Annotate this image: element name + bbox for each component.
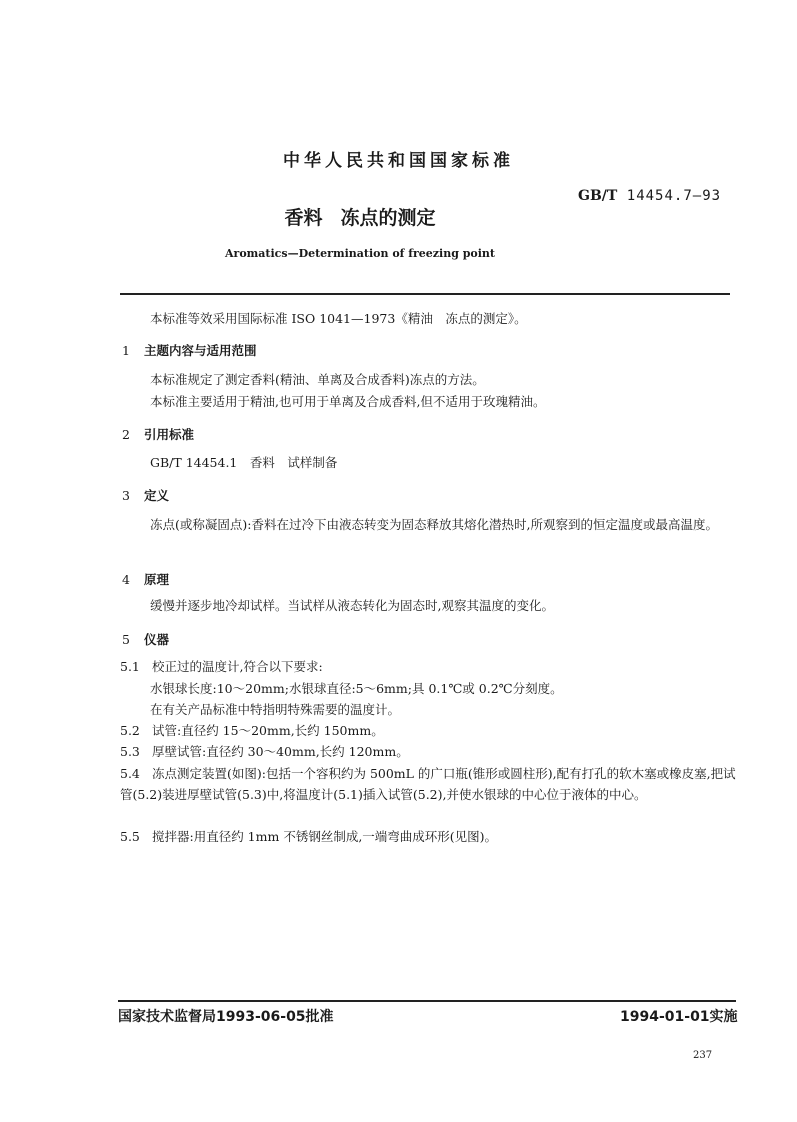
item-5-3-number: 5.3 bbox=[120, 744, 140, 759]
item-5-1-requirement: 水银球长度:10～20mm;水银球直径:5～6mm;具 0.1℃或 0.2℃分刻度。 bbox=[150, 681, 563, 696]
item-5-1-text: 校正过的温度计,符合以下要求: bbox=[152, 659, 323, 674]
section-5-heading bbox=[122, 630, 169, 648]
section-3-definition: 冻点(或称凝固点):香料在过冷下由液态转变为固态释放其熔化潜热时,所观察到的恒定温度或最高温度。 bbox=[150, 517, 718, 532]
footer-rule bbox=[118, 1000, 736, 1002]
section-1-heading bbox=[122, 341, 257, 359]
section-1-para-2: 本标准主要适用于精油,也可用于单离及合成香料,但不适用于玫瑰精油。 bbox=[150, 394, 546, 409]
section-1-number: 1 bbox=[122, 343, 130, 358]
section-2-heading bbox=[122, 425, 194, 443]
item-5-5-text: 搅拌器:用直径约 1mm 不锈钢丝制成,一端弯曲成环形(见图)。 bbox=[152, 829, 498, 844]
section-3-heading bbox=[122, 486, 169, 504]
effective-date: 1994-01-01实施 bbox=[620, 1009, 738, 1025]
section-5-title: 仪器 bbox=[144, 632, 170, 647]
standard-prefix: GB/T bbox=[578, 188, 618, 204]
item-5-5 bbox=[120, 827, 497, 847]
title-part-1: 香料 bbox=[284, 207, 323, 229]
section-1-title: 主题内容与适用范围 bbox=[144, 343, 257, 358]
top-rule bbox=[120, 293, 730, 295]
intro-paragraph: 本标准等效采用国际标准 ISO 1041—1973《精油 冻点的测定》。 bbox=[150, 311, 527, 326]
section-3-title: 定义 bbox=[144, 488, 170, 503]
section-4-principle: 缓慢并逐步地冷却试样。当试样从液态转化为固态时,观察其温度的变化。 bbox=[150, 598, 554, 613]
item-5-1 bbox=[120, 657, 323, 677]
item-5-5-number: 5.5 bbox=[120, 829, 140, 844]
item-5-3-text: 厚壁试管:直径约 30～40mm,长约 120mm。 bbox=[152, 744, 409, 759]
item-5-1-number: 5.1 bbox=[120, 659, 140, 674]
country-standard-heading: 中华人民共和国国家标准 bbox=[283, 151, 514, 171]
item-5-2-text: 试管:直径约 15～20mm,长约 150mm。 bbox=[152, 723, 384, 738]
item-5-4-text: 冻点测定装置(如图):包括一个容积约为 500mL 的广口瓶(锥形或圆柱形),配有打孔的软木塞或橡皮塞,把试管(5.2)装进厚壁试管(5.3)中,将温度计(5.1)插入试管(5.2),并使水银球的中心位于液体的中心。 bbox=[120, 766, 736, 802]
item-5-1-note: 在有关产品标准中特指明特殊需要的温度计。 bbox=[150, 702, 401, 717]
item-5-3 bbox=[120, 742, 409, 762]
approval-line: 国家技术监督局1993-06-05批准 bbox=[118, 1009, 334, 1025]
section-4-heading bbox=[122, 570, 169, 588]
section-3-number: 3 bbox=[122, 488, 130, 503]
section-2-number: 2 bbox=[122, 427, 130, 442]
page-number: 237 bbox=[693, 1050, 713, 1061]
section-1-para-1: 本标准规定了测定香料(精油、单离及合成香料)冻点的方法。 bbox=[150, 372, 485, 387]
item-5-4 bbox=[120, 763, 740, 805]
section-4-number: 4 bbox=[122, 572, 130, 587]
english-title: Aromatics—Determination of freezing point bbox=[224, 247, 495, 260]
standard-code: 14454.7—93 bbox=[626, 188, 722, 204]
page-title bbox=[0, 203, 720, 230]
item-5-2-number: 5.2 bbox=[120, 723, 140, 738]
section-2-reference: GB/T 14454.1 香料 试样制备 bbox=[150, 455, 338, 470]
section-2-title: 引用标准 bbox=[144, 427, 195, 442]
item-5-2 bbox=[120, 721, 384, 741]
item-5-4-number: 5.4 bbox=[120, 766, 140, 781]
section-4-title: 原理 bbox=[144, 572, 170, 587]
title-part-2: 冻点的测定 bbox=[340, 207, 436, 229]
standard-number bbox=[578, 188, 721, 204]
section-5-number: 5 bbox=[122, 632, 130, 647]
